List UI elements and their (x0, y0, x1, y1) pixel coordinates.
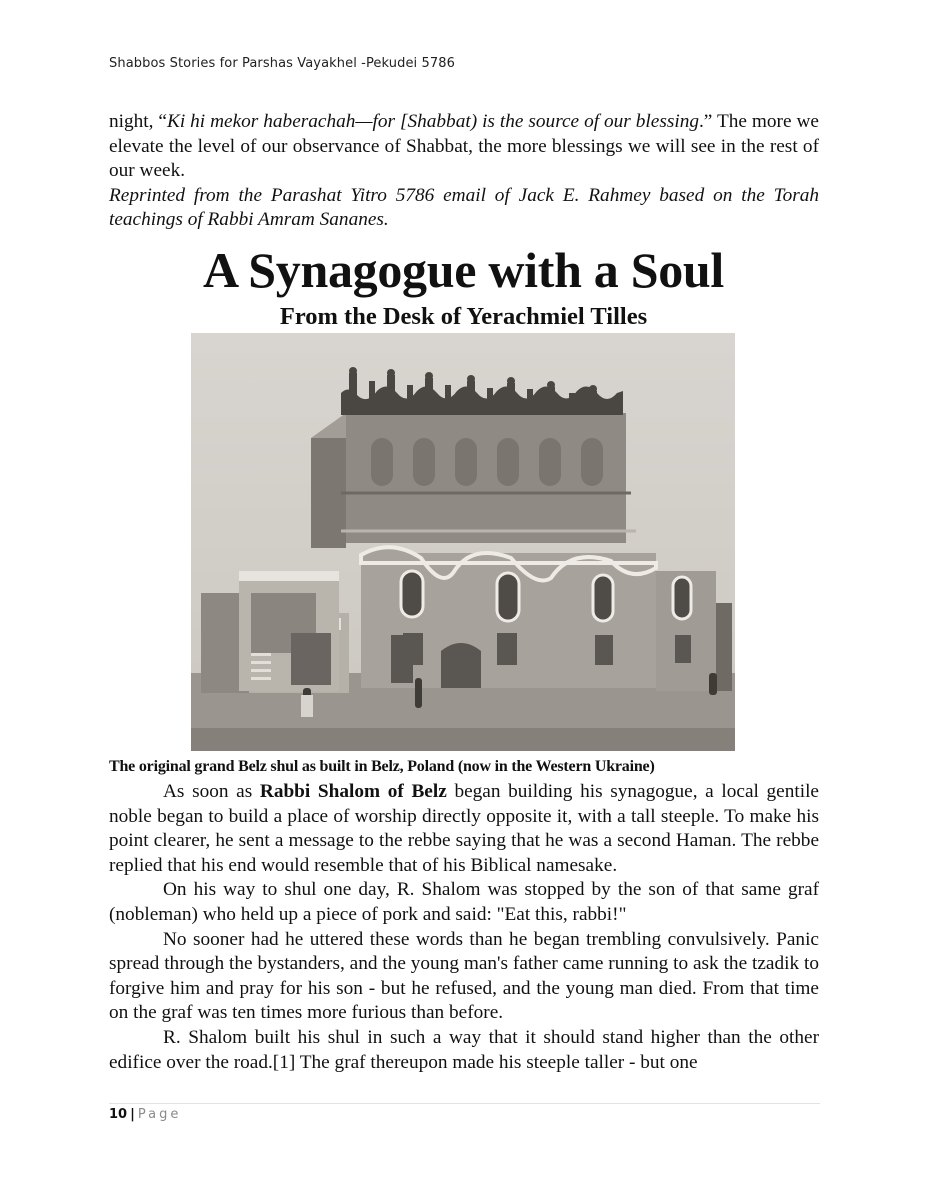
story-text: As soon as (163, 781, 260, 802)
article-title: A Synagogue with a Soul (202, 242, 725, 298)
intro-quote-italic: Ki hi mekor haberachah—for [Shabbat) is the source of our blessing (166, 111, 699, 132)
photo-caption: The original grand Belz shul as built in Belz, Poland (now in the Western Ukraine) (109, 758, 655, 775)
story-paragraph (109, 780, 819, 878)
footer-divider (109, 1103, 820, 1104)
story-paragraph: On his way to shul one day, R. Shalom was stopped by the son of that same graf (nobleman) who held up a piece of pork and said: "Eat this, rabbi!" (109, 879, 819, 925)
page-number: 10 (109, 1107, 128, 1122)
page-footer (109, 1106, 181, 1124)
rabbi-name-bold: Rabbi Shalom of Belz (259, 781, 447, 802)
intro-section (109, 110, 819, 233)
synagogue-photo-illustration (191, 333, 735, 751)
intro-paragraph (109, 110, 819, 184)
footer-separator: | (130, 1107, 135, 1122)
story-paragraph: No sooner had he uttered these words than he began trembling convulsively. Panic spread through the bystanders, and the young man's father came running to ask the tzadik to forgive him and pray for his son - but he refused, and the young man died. From that time on the graf was ten times more furious than before. (109, 928, 819, 1024)
synagogue-photo (191, 333, 735, 751)
story-text: began building his synagogue, a local gentile noble began to build a place of worship directly opposite it, with a tall steeple. To make his point clearer, he sent a message to the rebbe saying that he was a second Haman. The rebbe replied that his end would resemble that of his Biblical namesake. (109, 781, 819, 876)
article-byline: From the Desk of Yerachmiel Tilles (279, 303, 648, 330)
intro-text-a: night, “ (109, 111, 167, 132)
story-body (109, 780, 819, 1075)
page-label: Page (137, 1107, 182, 1122)
reprint-note: Reprinted from the Parashat Yitro 5786 email of Jack E. Rahmey based on the Torah teachings of Rabbi Amram Sananes. (109, 184, 819, 231)
story-paragraph: R. Shalom built his shul in such a way that it should stand higher than the other edifice over the road.[1] The graf thereupon made his steeple taller - but one (109, 1026, 819, 1073)
running-header: Shabbos Stories for Parshas Vayakhel -Pekudei 5786 (109, 56, 455, 71)
intro-text-b: .” The more we elevate the level of our observance of Shabbat, the more blessings we will see in the rest of our week. (109, 111, 819, 182)
